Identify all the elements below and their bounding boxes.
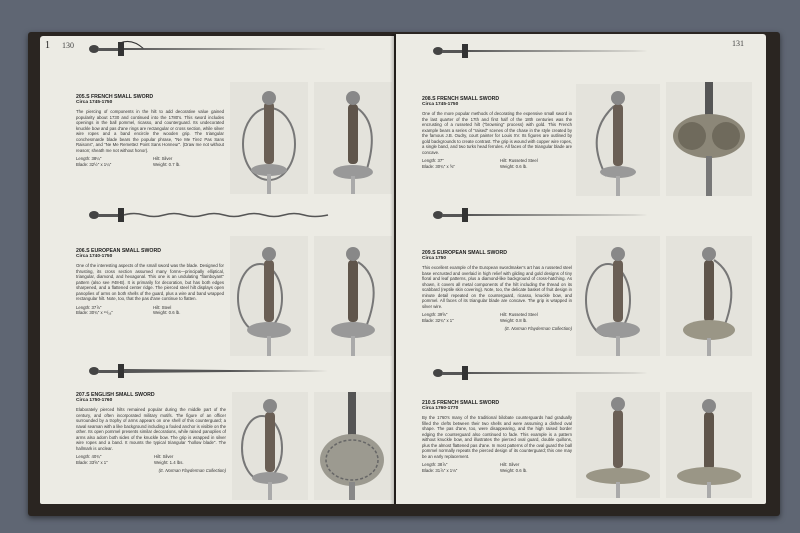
entry-208-weight: Weight: 0.6 lb. <box>500 163 528 169</box>
entry-209-length: Length: 39⅝" <box>422 312 448 317</box>
entry-210-hilt: Hilt: Silver <box>500 462 520 467</box>
corner-mark: 1 <box>45 40 50 51</box>
right-page <box>396 34 766 504</box>
entry-205-date: Circa 1745-1750 <box>76 100 113 105</box>
hilt-photograph-208a <box>576 84 660 196</box>
entry-209-date: Circa 1750 <box>422 256 447 261</box>
sword-drawing-207 <box>88 362 333 380</box>
entry-205-weight: Weight: 0.7 lb. <box>153 161 181 167</box>
entry-206-text <box>76 248 224 316</box>
entry-208-text <box>422 96 572 169</box>
entry-208-hilt: Hilt: Russeted Steel <box>500 158 538 163</box>
entry-210-heading: 210.S FRENCH SMALL SWORD <box>422 400 500 406</box>
entry-208-length: Length: 37" <box>422 158 444 163</box>
entry-207-text <box>76 392 226 474</box>
entry-207-heading: 207.S ENGLISH SMALL SWORD <box>76 392 155 398</box>
entry-206-heading: 206.S EUROPEAN SMALL SWORD <box>76 248 161 254</box>
entry-205-blade: Blade: 32½" x 1¼" <box>76 161 112 167</box>
hilt-photograph-205b <box>314 82 392 194</box>
sword-drawing-209 <box>432 206 652 224</box>
entry-206-date: Circa 1740-1750 <box>76 254 113 259</box>
hilt-photograph-210b <box>666 392 752 498</box>
entry-209-heading: 209.S EUROPEAN SMALL SWORD <box>422 250 507 256</box>
entry-210-body: By the 1760's many of the traditional bilobate counterguards had gradually filled the clefts between their two shells and were assuming a dished oval shape. The pas d'ane, too, were disappearing, and the high raised border edging the counterguard also continued to fade. This example is a pattern without knuckle bow, and illustrates the pierced oval guard, double quillons, plus the almost flattened pas d'ane. In most patterns of the oval guard the ball pommel normally repeats the pierced design of its counterguard; this one may be an early replacement. <box>422 415 572 459</box>
hilt-photograph-209a <box>576 236 660 356</box>
entry-209-hilt: Hilt: Russeted Steel <box>500 312 538 317</box>
entry-207-credit: (E. Norman Flayderman Collection) <box>158 468 226 473</box>
hilt-photograph-206a <box>230 236 308 356</box>
entry-206-length: Length: 37⅞" <box>76 304 102 310</box>
entry-209-blade: Blade: 32¾" x 1" <box>422 317 454 323</box>
entry-210-text <box>422 400 572 473</box>
entry-208-date: Circa 1745-1750 <box>422 102 459 107</box>
sword-drawing-210 <box>432 364 652 382</box>
hilt-photograph-207b <box>314 392 392 500</box>
hilt-photograph-205a <box>230 82 308 194</box>
sword-drawing-205 <box>88 40 333 58</box>
entry-209-text <box>422 250 572 332</box>
hilt-photograph-210a <box>576 392 660 498</box>
entry-209-weight: Weight: 0.8 lb. <box>500 317 528 323</box>
sword-drawing-208 <box>432 42 652 60</box>
entry-205-heading: 205.S FRENCH SMALL SWORD <box>76 94 154 100</box>
entry-207-body: Elaborately pierced hilts remained popular during the middle part of the century, and often incorporated military motifs. The figure of an officer surrounded by a trophy of arms appears on one shell of this counterguard; a naval seaman with a like background including a fouled anchor is visible on the other. Its open pommel presents similar decorations, while raised panoplies of arms also adorn both sides of the knuckle bow. The grip is wrapped in silver wire ropes and a band. It mounts the typical triangular "hollow blade". The hallmark is unclear. <box>76 407 227 451</box>
entry-207-length: Length: 40¾" <box>76 454 102 459</box>
entry-205-body: The piercing of components in the hilt to add decorative value gained popularity about 1730 and continued into the 1780's. This sword includes openings in the ball pommel, ricasso, and counterguard. Its undecorated knuckle bow and pas d'ane rings are rectangular or cross section, while silver wire ropes and a band encircle the wooden grip. The triangular conchesmarde blade bears the popular phrase, "Ne Me Tirez Pas Sans Raisons", and "Ne Me Remettez Point Sans Honneur". (Draw me not without reason; sheath me not without honor). <box>76 109 224 153</box>
entry-208-blade: Blade: 30¾" x ⅝" <box>422 163 455 169</box>
hilt-photograph-207a <box>232 392 308 500</box>
entry-210-length: Length: 38⅞" <box>422 462 448 467</box>
page-number-right: 131 <box>732 39 744 48</box>
entry-207-hilt: Hilt: Silver <box>154 454 174 459</box>
left-page <box>40 36 394 504</box>
entry-206-weight: Weight: 0.6 lb. <box>153 310 181 315</box>
entry-210-blade: Blade: 31⅞" x 1⅛" <box>422 467 458 473</box>
entry-207-weight: Weight: 1.4 lbs. <box>154 459 184 465</box>
hilt-photograph-206b <box>314 236 392 356</box>
entry-209-body: This excellent example of the European swordmaker's art has a russeted steel base encrusted and overlaid in high relief with gilding and gold designs of tiny floral and leaf patterns, plus a diamond-like background of cross-hatching. As shown, it covers all metal components of the hilt including the thread on its scabbard (reptile skin covering). Note, too, the delicate basket of fruit design in minute detail repeated on the counterguard, ricasso, knuckle bow, and pommel. All faces of its triangular blade are concave. The grip is wrapped in silver wire. <box>422 265 572 309</box>
entry-206-blade: Blade: 30¾" x ¹⁵/₁₆" <box>76 310 113 315</box>
sword-drawing-206 <box>88 206 333 224</box>
hilt-photograph-209b <box>666 236 752 356</box>
entry-205-hilt: Hilt: Silver <box>153 156 173 161</box>
entry-210-weight: Weight: 0.6 lb. <box>500 467 528 473</box>
entry-207-blade: Blade: 33⅝" x 1" <box>76 459 108 465</box>
entry-209-credit: (E. Norman Flayderman Collection) <box>504 326 572 331</box>
entry-206-hilt: Hilt: Steel <box>153 304 172 310</box>
hilt-photograph-208b <box>666 82 752 196</box>
entry-206-body: One of the interesting aspects of the small sword was the blade. Designed for thrusting, its cross section assumed many forms—principally elliptical, triangular, diamond, and hexagonal. This one is an undulating "flamboyant" pattern (also see #48-B). It is primarily for decoration, but has both edges sharpened, and a flattened center ridge. The pierced steel hilt displays open panoplies of arms on both shells of the guard, plus a wire and band wrapped rectangular hilt. Note, too, that the pas d'ane continue to flatten. <box>76 263 224 301</box>
entry-208-body: One of the more popular methods of decorating the expensive small sword in the last quarter of the 17th and first half of the 18th centuries was the encrusting of a russeted hilt ("browning" process) with gold. This French example bears a series of "raised" scenes of the chase in the style created by the famous J.B. Oudry, court painter for Louis XV. Its figures are outlined by gold backgrounds to create contrast. The grip is wound with copper wire ropes, a single band, and two turks head ferrules. All faces of the triangular blade are concave. <box>422 111 572 155</box>
entry-207-date: Circa 1750-1760 <box>76 398 113 403</box>
entry-210-date: Circa 1760-1770 <box>422 406 459 411</box>
entry-205-length: Length: 38¼" <box>76 156 102 161</box>
entry-208-heading: 208.S FRENCH SMALL SWORD <box>422 96 500 102</box>
page-number-left: 130 <box>62 41 74 50</box>
entry-205-text <box>76 94 224 167</box>
